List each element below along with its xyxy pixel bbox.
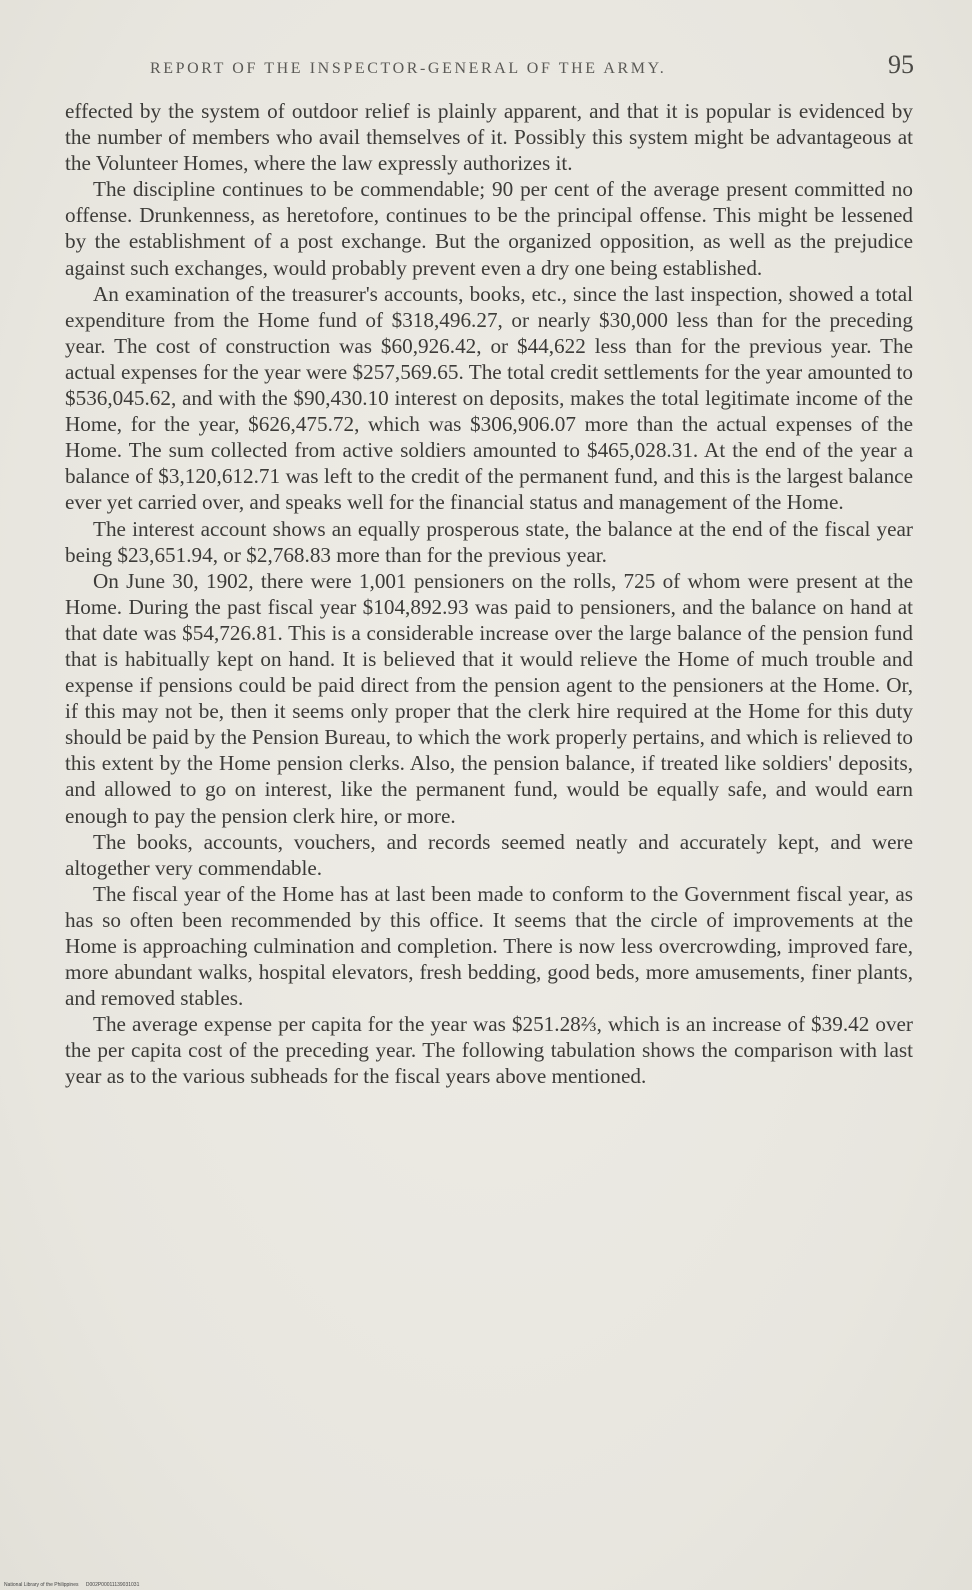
scan-code: D002P00011139031031 <box>85 1582 140 1588</box>
page-header <box>150 50 914 80</box>
paragraph: On June 30, 1902, there were 1,001 pensioners on the rolls, 725 of whom were present at the Home. During the past fiscal year $104,892.93 was paid to pensioners, and the balance on hand at that date was $54,726.81. This is a considerable increase over the large balance of the pension fund that is habitually kept on hand. It is believed that it would relieve the Home of much trouble and expense if pensions could be paid direct from the pension agent to the pensioners at the Home. Or, if this may not be, then it seems only proper that the clerk hire required at the Home for this duty should be paid by the Pension Bureau, to which the work properly pertains, and which is relieved to this extent by the Home pension clerks. Also, the pension balance, if treated like soldiers' deposits, and allowed to go on interest, like the permanent fund, would be equally safe, and would earn enough to pay the pension clerk hire, or more. <box>65 568 913 828</box>
paragraph: The books, accounts, vouchers, and records seemed neatly and accurately kept, and were altogether very commendable. <box>65 829 913 880</box>
paragraph: An examination of the treasurer's accounts, books, etc., since the last inspection, showed a total expenditure from the Home fund of $318,496.27, or nearly $30,000 less than for the preceding year. The cost of construction was $60,926.42, or $44,622 less than for the previous year. The actual expenses for the year were $257,569.65. The total credit settlements for the year amounted to $536,045.62, and with the $90,430.10 interest on deposits, makes the total legitimate income of the Home, for the year, $626,475.72, which was $306,906.07 more than the actual expenses of the Home. The sum collected from active soldiers amounted to $465,028.31. At the end of the year a balance of $3,120,612.71 was left to the credit of the permanent fund, and this is the largest balance ever yet carried over, and speaks well for the financial status and management of the Home. <box>65 281 913 515</box>
library-name: National Library of the Philippines <box>4 1582 79 1588</box>
body-text <box>65 98 913 1090</box>
scan-footer <box>4 1582 145 1588</box>
paragraph: The interest account shows an equally prosperous state, the balance at the end of the fiscal year being $23,651.94, or $2,768.83 more than for the previous year. <box>65 516 913 567</box>
page-number: 95 <box>888 50 914 79</box>
paragraph: The discipline continues to be commendable; 90 per cent of the average present committed no offense. Drunkenness, as heretofore, continues to be the principal offense. This might be lessened by the establishment of a post exchange. But the organized opposition, as well as the prejudice against such exchanges, would probably prevent even a dry one being established. <box>65 177 913 280</box>
paragraph: The fiscal year of the Home has at last been made to conform to the Government fiscal year, as has so often been recommended by this office. It seems that the circle of improvements at the Home is approaching culmination and completion. There is now less overcrowding, improved fare, more abundant walks, hospital elevators, fresh bedding, good beds, more amusements, finer plants, and removed stables. <box>65 881 913 1011</box>
running-head: REPORT OF THE INSPECTOR-GENERAL OF THE ARMY. <box>150 60 667 77</box>
paragraph: effected by the system of outdoor relief is plainly apparent, and that it is popular is evidenced by the number of members who avail themselves of it. Possibly this system might be advantageous at the Volunteer Homes, where the law expressly authorizes it. <box>65 99 913 176</box>
paragraph: The average expense per capita for the year was $251.28⅔, which is an increase of $39.42 over the per capita cost of the preceding year. The following tabulation shows the comparison with last year as to the various subheads for the fiscal years above mentioned. <box>65 1012 913 1089</box>
